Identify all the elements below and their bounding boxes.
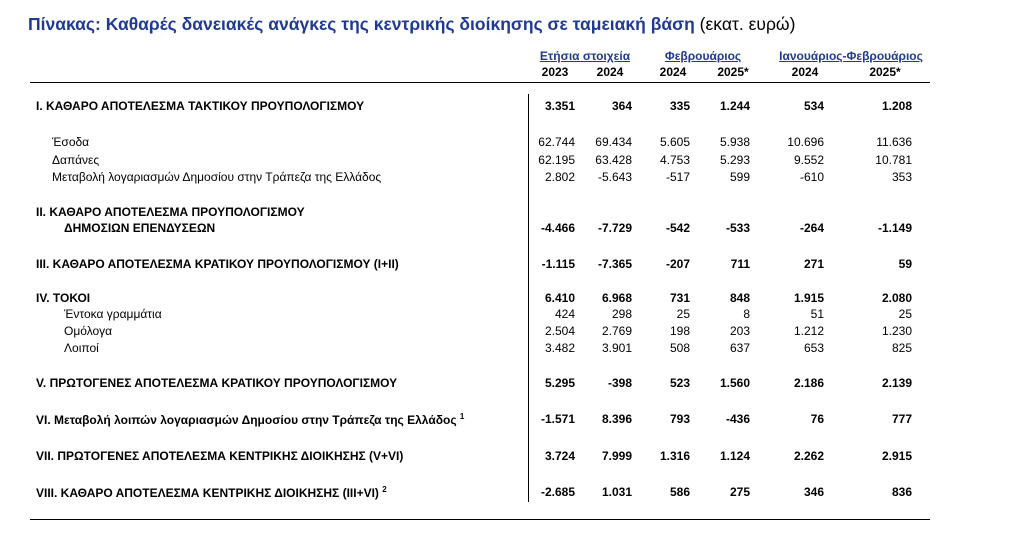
table-cell: 731: [669, 291, 690, 305]
header-group-february: Φεβρουάριος: [664, 49, 742, 63]
table-cell: 8.396: [601, 412, 632, 426]
table-cell: -207: [665, 257, 690, 271]
table-cell: -5.643: [597, 170, 632, 184]
page-title: [28, 14, 1008, 35]
table-cell: 59: [898, 257, 912, 271]
footnote-marker: 1: [459, 412, 465, 421]
table-cell: 5.293: [719, 153, 750, 167]
table-cell: -1.149: [877, 221, 912, 235]
table-cell: 1.915: [793, 291, 824, 305]
table-cell: 523: [669, 376, 690, 390]
table-cell: 335: [669, 99, 690, 113]
table-cell: -610: [799, 170, 824, 184]
table-cell: 10.696: [787, 135, 824, 149]
table-cell: 1.244: [719, 99, 750, 113]
table-cell: 1.212: [793, 324, 824, 338]
table-cell: 3.724: [544, 449, 575, 463]
table-cell: 1.230: [881, 324, 912, 338]
table-cell: 1.560: [719, 376, 750, 390]
table-cell: -2.685: [540, 485, 575, 499]
table-cell: 25: [898, 307, 912, 321]
table-cell: 1.031: [601, 485, 632, 499]
header-year-6: 2025*: [869, 65, 901, 79]
row-label: Έντοκα γραμμάτια: [64, 307, 162, 321]
row-label: Έσοδα: [52, 135, 90, 149]
table-row: [0, 376, 1014, 392]
table-row: [0, 170, 1014, 186]
table-cell: -1.115: [541, 257, 575, 271]
header-group-annual: Ετήσια στοιχεία: [539, 49, 631, 63]
row-label: II. ΚΑΘΑΡΟ ΑΠΟΤΕΛΕΣΜΑ ΠΡΟΥΠΟΛΟΓΙΣΜΟΥ: [36, 205, 305, 219]
table-cell: 203: [729, 324, 750, 338]
table-row: [0, 324, 1014, 340]
table-cell: 9.552: [793, 153, 824, 167]
table-cell: 298: [611, 307, 632, 321]
table-cell: 637: [729, 341, 750, 355]
table-cell: 2.802: [544, 170, 575, 184]
row-label: [36, 485, 387, 500]
row-label: ΔΗΜΟΣΙΩΝ ΕΠΕΝΔΥΣΕΩΝ: [64, 221, 216, 235]
table-cell: 364: [611, 99, 632, 113]
header-year-5: 2024: [791, 65, 819, 79]
table-cell: 777: [891, 412, 912, 426]
table-cell: 346: [803, 485, 824, 499]
row-label: [36, 412, 464, 427]
header-group-jan-feb: Ιανουάριος-Φεβρουάριος: [779, 49, 923, 63]
row-label: V. ΠΡΩΤΟΓΕΝΕΣ ΑΠΟΤΕΛΕΣΜΑ ΚΡΑΤΙΚΟΥ ΠΡΟΥΠΟΛΟΓΙΣΜΟΥ: [36, 376, 398, 390]
table-cell: -533: [725, 221, 750, 235]
table-row: [0, 153, 1014, 169]
table-cell: 76: [810, 412, 824, 426]
table-cell: 51: [810, 307, 824, 321]
table-cell: 534: [803, 99, 824, 113]
row-label-text: VIII. ΚΑΘΑΡΟ ΑΠΟΤΕΛΕΣΜΑ ΚΕΝΤΡΙΚΗΣ ΔΙΟΙΚΗΣΗΣ (III+VI): [36, 486, 379, 500]
table-cell: 825: [891, 341, 912, 355]
table-cell: 198: [669, 324, 690, 338]
header-year-3: 2024: [659, 65, 687, 79]
table-row: [0, 135, 1014, 151]
table-cell: 5.938: [719, 135, 750, 149]
table-cell: 2.915: [881, 449, 912, 463]
table-cell: 3.901: [601, 341, 632, 355]
table-row: [0, 307, 1014, 323]
row-label: IV. ΤΟΚΟΙ: [36, 291, 91, 305]
table-row: [0, 205, 1014, 221]
header-year-4: 2025*: [717, 65, 749, 79]
table-cell: 63.428: [595, 153, 632, 167]
table-cell: 10.781: [875, 153, 912, 167]
table-row: [0, 449, 1014, 465]
table-cell: 5.605: [659, 135, 690, 149]
table-cell: -398: [607, 376, 632, 390]
table-cell: 3.482: [544, 341, 575, 355]
header-year-2: 2024: [596, 65, 624, 79]
table-row: [0, 291, 1014, 307]
table-cell: 11.636: [876, 135, 912, 149]
table-bottom-rule: [30, 519, 930, 520]
table-cell: 2.769: [601, 324, 632, 338]
row-label: Δαπάνες: [52, 153, 100, 167]
footnote-marker: 2: [382, 485, 387, 494]
table-cell: 508: [669, 341, 690, 355]
table-cell: 62.195: [538, 153, 575, 167]
row-label: Ομόλογα: [64, 324, 113, 338]
table-cell: 424: [554, 307, 575, 321]
table-cell: 3.351: [544, 99, 575, 113]
table-cell: -517: [665, 170, 690, 184]
table-cell: 8: [743, 307, 750, 321]
table-row: [0, 412, 1014, 428]
table-cell: 69.434: [595, 135, 632, 149]
table-cell: 848: [729, 291, 750, 305]
table-row: [0, 485, 1014, 501]
row-label: I. ΚΑΘΑΡΟ ΑΠΟΤΕΛΕΣΜΑ ΤΑΚΤΙΚΟΥ ΠΡΟΥΠΟΛΟΓΙΣΜΟΥ: [36, 99, 365, 113]
row-label: VII. ΠΡΩΤΟΓΕΝΕΣ ΑΠΟΤΕΛΕΣΜΑ ΚΕΝΤΡΙΚΗΣ ΔΙΟΙΚΗΣΗΣ (V+VI): [36, 449, 404, 463]
header-year-1: 2023: [541, 65, 569, 79]
table-row: [0, 99, 1014, 115]
table-cell: 599: [729, 170, 750, 184]
table-cell: -7.365: [597, 257, 632, 271]
table-unit: (εκατ. ευρώ): [699, 14, 796, 34]
table-row: [0, 221, 1014, 237]
table-cell: 5.295: [544, 376, 575, 390]
table-cell: 2.139: [881, 376, 912, 390]
table-cell: 793: [669, 412, 690, 426]
table-row: [0, 341, 1014, 357]
table-cell: -264: [799, 221, 824, 235]
table-cell: -436: [725, 412, 750, 426]
table-cell: -1.571: [540, 412, 575, 426]
table-cell: -7.729: [597, 221, 632, 235]
table-cell: 836: [891, 485, 912, 499]
row-label-text: VI. Μεταβολή λοιπών λογαριασμών Δημοσίου στην Τράπεζα της Ελλάδος: [36, 413, 457, 427]
table-cell: 6.968: [601, 291, 632, 305]
table-cell: -542: [665, 221, 690, 235]
table-cell: 711: [730, 257, 750, 271]
table-cell: 1.124: [719, 449, 750, 463]
table-cell: 653: [803, 341, 824, 355]
table-cell: 2.186: [793, 376, 824, 390]
table-cell: -4.466: [540, 221, 575, 235]
table-cell: 275: [729, 485, 750, 499]
table-cell: 353: [891, 170, 912, 184]
table-cell: 2.262: [793, 449, 824, 463]
table-cell: 4.753: [659, 153, 690, 167]
table-cell: 25: [676, 307, 690, 321]
row-label: Μεταβολή λογαριασμών Δημοσίου στην Τράπεζα της Ελλάδος: [52, 170, 382, 184]
table-cell: 586: [669, 485, 690, 499]
row-label: Λοιποί: [64, 341, 99, 355]
table-cell: 2.080: [881, 291, 912, 305]
table-title: Πίνακας: Καθαρές δανειακές ανάγκες της κεντρικής διοίκησης σε ταμειακή βάση: [28, 14, 695, 34]
table-cell: 7.999: [601, 449, 632, 463]
table-row: [0, 257, 1014, 273]
header-divider: [30, 82, 930, 83]
table-cell: 2.504: [544, 324, 575, 338]
table-cell: 6.410: [544, 291, 575, 305]
table-cell: 1.208: [881, 99, 912, 113]
table-cell: 62.744: [538, 135, 575, 149]
row-label: III. ΚΑΘΑΡΟ ΑΠΟΤΕΛΕΣΜΑ ΚΡΑΤΙΚΟΥ ΠΡΟΥΠΟΛΟΓΙΣΜΟΥ (I+II): [36, 257, 399, 271]
table-cell: 271: [803, 257, 824, 271]
table-cell: 1.316: [659, 449, 690, 463]
